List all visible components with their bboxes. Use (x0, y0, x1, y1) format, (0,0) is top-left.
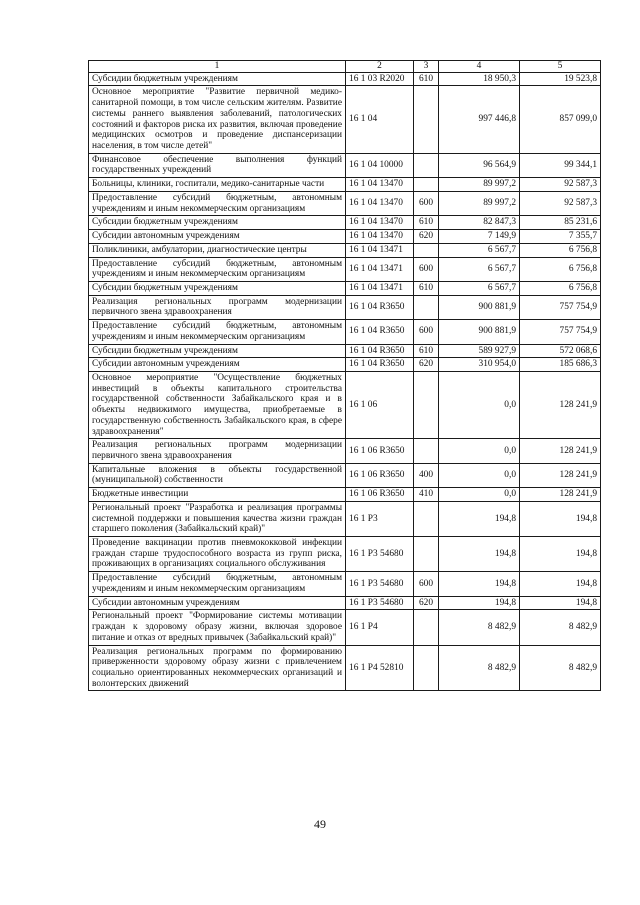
amount-year2-cell: 92 587,3 (520, 191, 601, 215)
table-row (89, 257, 601, 281)
item-name-cell: Предоставление субсидий бюджетным, автономным учреждениям и иным некоммерческим организациям (89, 257, 346, 281)
table-header-row (89, 61, 601, 73)
table-row (89, 463, 601, 487)
expense-type-cell: 620 (414, 358, 439, 372)
item-name-cell: Реализация региональных программ модернизации первичного звена здравоохранения (89, 439, 346, 463)
amount-year1-cell: 96 564,9 (439, 153, 520, 177)
target-code-cell: 16 1 04 10000 (346, 153, 414, 177)
item-name-cell: Субсидии бюджетным учреждениям (89, 281, 346, 295)
column-header: 2 (346, 61, 414, 73)
item-name-cell: Основное мероприятие "Осуществление бюджетных инвестиций в объекты капитального строительства государственной собственности Забайкальского края и в объекты недвижимого имущества, приобретаемые в государственную собственность Забайкальского края, в сфере здравоохранения" (89, 371, 346, 438)
table-row (89, 320, 601, 344)
amount-year2-cell: 99 344,1 (520, 153, 601, 177)
amount-year1-cell: 8 482,9 (439, 645, 520, 691)
expense-type-cell (414, 178, 439, 192)
amount-year2-cell: 128 241,9 (520, 439, 601, 463)
amount-year1-cell: 194,8 (439, 501, 520, 536)
table-body (89, 72, 601, 691)
target-code-cell: 16 1 04 13470 (346, 216, 414, 230)
amount-year1-cell: 0,0 (439, 488, 520, 502)
amount-year1-cell: 89 997,2 (439, 191, 520, 215)
amount-year2-cell: 8 482,9 (520, 645, 601, 691)
target-code-cell: 16 1 04 R3650 (346, 344, 414, 358)
column-header: 1 (89, 61, 346, 73)
table-row (89, 281, 601, 295)
table-row (89, 371, 601, 438)
expense-type-cell: 610 (414, 281, 439, 295)
table-row (89, 488, 601, 502)
table-row (89, 295, 601, 319)
amount-year2-cell: 128 241,9 (520, 463, 601, 487)
amount-year1-cell: 82 847,3 (439, 216, 520, 230)
item-name-cell: Больницы, клиники, госпитали, медико-санитарные части (89, 178, 346, 192)
amount-year2-cell: 7 355,7 (520, 230, 601, 244)
amount-year2-cell: 6 756,8 (520, 281, 601, 295)
expense-type-cell: 610 (414, 216, 439, 230)
target-code-cell: 16 1 04 13471 (346, 243, 414, 257)
item-name-cell: Региональный проект "Разработка и реализация программы системной поддержки и повышения качества жизни граждан старшего поколения (Забайкальский край)" (89, 501, 346, 536)
target-code-cell: 16 1 04 R3650 (346, 295, 414, 319)
amount-year1-cell: 589 927,9 (439, 344, 520, 358)
expense-type-cell (414, 439, 439, 463)
expense-type-cell: 620 (414, 230, 439, 244)
table-row (89, 344, 601, 358)
item-name-cell: Предоставление субсидий бюджетным, автономным учреждениям и иным некоммерческим организациям (89, 320, 346, 344)
expense-type-cell (414, 537, 439, 572)
amount-year1-cell: 8 482,9 (439, 610, 520, 645)
target-code-cell: 16 1 06 R3650 (346, 488, 414, 502)
amount-year2-cell: 857 099,0 (520, 86, 601, 153)
amount-year2-cell: 194,8 (520, 596, 601, 610)
amount-year1-cell: 6 567,7 (439, 257, 520, 281)
table-row (89, 501, 601, 536)
column-header: 4 (439, 61, 520, 73)
expense-type-cell: 610 (414, 72, 439, 86)
amount-year2-cell: 194,8 (520, 501, 601, 536)
target-code-cell: 16 1 P3 54680 (346, 572, 414, 596)
expense-type-cell (414, 610, 439, 645)
item-name-cell: Основное мероприятие "Развитие первичной медико-санитарной помощи, в том числе сельским жителям. Развитие системы раннего выявления заболеваний, патологических состояний и факторов риска их развития, включая проведение медицинских осмотров и проведение диспансеризации населения, в том числе детей" (89, 86, 346, 153)
amount-year1-cell: 0,0 (439, 439, 520, 463)
target-code-cell: 16 1 04 13470 (346, 230, 414, 244)
amount-year1-cell: 0,0 (439, 463, 520, 487)
amount-year1-cell: 310 954,0 (439, 358, 520, 372)
column-header: 5 (520, 61, 601, 73)
target-code-cell: 16 1 P3 54680 (346, 537, 414, 572)
target-code-cell: 16 1 06 (346, 371, 414, 438)
table-row (89, 243, 601, 257)
amount-year1-cell: 6 567,7 (439, 281, 520, 295)
item-name-cell: Субсидии автономным учреждениям (89, 596, 346, 610)
item-name-cell: Проведение вакцинации против пневмококковой инфекции граждан старше трудоспособного возраста из групп риска, проживающих в организациях социального обслуживания (89, 537, 346, 572)
item-name-cell: Субсидии бюджетным учреждениям (89, 344, 346, 358)
target-code-cell: 16 1 04 13471 (346, 257, 414, 281)
column-header: 3 (414, 61, 439, 73)
table-row (89, 191, 601, 215)
table-row (89, 439, 601, 463)
target-code-cell: 16 1 P4 (346, 610, 414, 645)
item-name-cell: Субсидии бюджетным учреждениям (89, 72, 346, 86)
expense-type-cell: 610 (414, 344, 439, 358)
expense-type-cell: 410 (414, 488, 439, 502)
amount-year2-cell: 8 482,9 (520, 610, 601, 645)
amount-year2-cell: 757 754,9 (520, 320, 601, 344)
item-name-cell: Бюджетные инвестиции (89, 488, 346, 502)
expense-type-cell (414, 645, 439, 691)
expense-type-cell: 600 (414, 572, 439, 596)
expense-type-cell: 400 (414, 463, 439, 487)
table-row (89, 572, 601, 596)
amount-year2-cell: 6 756,8 (520, 257, 601, 281)
amount-year2-cell: 185 686,3 (520, 358, 601, 372)
table-row (89, 610, 601, 645)
page-number: 49 (314, 817, 326, 831)
amount-year1-cell: 194,8 (439, 572, 520, 596)
table-row (89, 178, 601, 192)
expense-type-cell: 600 (414, 257, 439, 281)
expense-type-cell: 620 (414, 596, 439, 610)
target-code-cell: 16 1 P3 54680 (346, 596, 414, 610)
expense-type-cell (414, 295, 439, 319)
table-row (89, 86, 601, 153)
amount-year1-cell: 900 881,9 (439, 295, 520, 319)
amount-year1-cell: 89 997,2 (439, 178, 520, 192)
amount-year2-cell: 85 231,6 (520, 216, 601, 230)
table-row (89, 230, 601, 244)
table-row (89, 645, 601, 691)
target-code-cell: 16 1 P3 (346, 501, 414, 536)
table-row (89, 596, 601, 610)
item-name-cell: Реализация региональных программ модернизации первичного звена здравоохранения (89, 295, 346, 319)
expense-type-cell (414, 153, 439, 177)
table-row (89, 358, 601, 372)
expense-type-cell: 600 (414, 320, 439, 344)
amount-year2-cell: 757 754,9 (520, 295, 601, 319)
target-code-cell: 16 1 04 13470 (346, 178, 414, 192)
expense-type-cell (414, 243, 439, 257)
item-name-cell: Субсидии бюджетным учреждениям (89, 216, 346, 230)
amount-year1-cell: 6 567,7 (439, 243, 520, 257)
amount-year1-cell: 900 881,9 (439, 320, 520, 344)
budget-table (88, 60, 601, 691)
amount-year1-cell: 194,8 (439, 596, 520, 610)
item-name-cell: Субсидии автономным учреждениям (89, 230, 346, 244)
amount-year1-cell: 194,8 (439, 537, 520, 572)
expense-type-cell (414, 371, 439, 438)
target-code-cell: 16 1 04 13471 (346, 281, 414, 295)
item-name-cell: Капитальные вложения в объекты государственной (муниципальной) собственности (89, 463, 346, 487)
item-name-cell: Субсидии автономным учреждениям (89, 358, 346, 372)
table-row (89, 72, 601, 86)
amount-year1-cell: 0,0 (439, 371, 520, 438)
item-name-cell: Региональный проект "Формирование системы мотивации граждан к здоровому образу жизни, включая здоровое питание и отказ от вредных привычек (Забайкальский край)" (89, 610, 346, 645)
table-row (89, 153, 601, 177)
target-code-cell: 16 1 06 R3650 (346, 439, 414, 463)
expense-type-cell (414, 86, 439, 153)
amount-year2-cell: 19 523,8 (520, 72, 601, 86)
amount-year2-cell: 128 241,9 (520, 371, 601, 438)
target-code-cell: 16 1 P4 52810 (346, 645, 414, 691)
target-code-cell: 16 1 04 (346, 86, 414, 153)
expense-type-cell: 600 (414, 191, 439, 215)
amount-year1-cell: 18 950,3 (439, 72, 520, 86)
expense-type-cell (414, 501, 439, 536)
amount-year2-cell: 128 241,9 (520, 488, 601, 502)
item-name-cell: Предоставление субсидий бюджетным, автономным учреждениям и иным некоммерческим организациям (89, 572, 346, 596)
target-code-cell: 16 1 04 13470 (346, 191, 414, 215)
target-code-cell: 16 1 03 R2020 (346, 72, 414, 86)
target-code-cell: 16 1 06 R3650 (346, 463, 414, 487)
amount-year1-cell: 997 446,8 (439, 86, 520, 153)
item-name-cell: Реализация региональных программ по формированию приверженности здоровому образу жизни с привлечением социально ориентированных некоммерческих организаций и волонтерских движений (89, 645, 346, 691)
amount-year1-cell: 7 149,9 (439, 230, 520, 244)
amount-year2-cell: 6 756,8 (520, 243, 601, 257)
table-row (89, 537, 601, 572)
item-name-cell: Поликлиники, амбулатории, диагностические центры (89, 243, 346, 257)
target-code-cell: 16 1 04 R3650 (346, 358, 414, 372)
table-row (89, 216, 601, 230)
target-code-cell: 16 1 04 R3650 (346, 320, 414, 344)
amount-year2-cell: 92 587,3 (520, 178, 601, 192)
item-name-cell: Предоставление субсидий бюджетным, автономным учреждениям и иным некоммерческим организациям (89, 191, 346, 215)
item-name-cell: Финансовое обеспечение выполнения функций государственных учреждений (89, 153, 346, 177)
amount-year2-cell: 572 068,6 (520, 344, 601, 358)
amount-year2-cell: 194,8 (520, 537, 601, 572)
amount-year2-cell: 194,8 (520, 572, 601, 596)
